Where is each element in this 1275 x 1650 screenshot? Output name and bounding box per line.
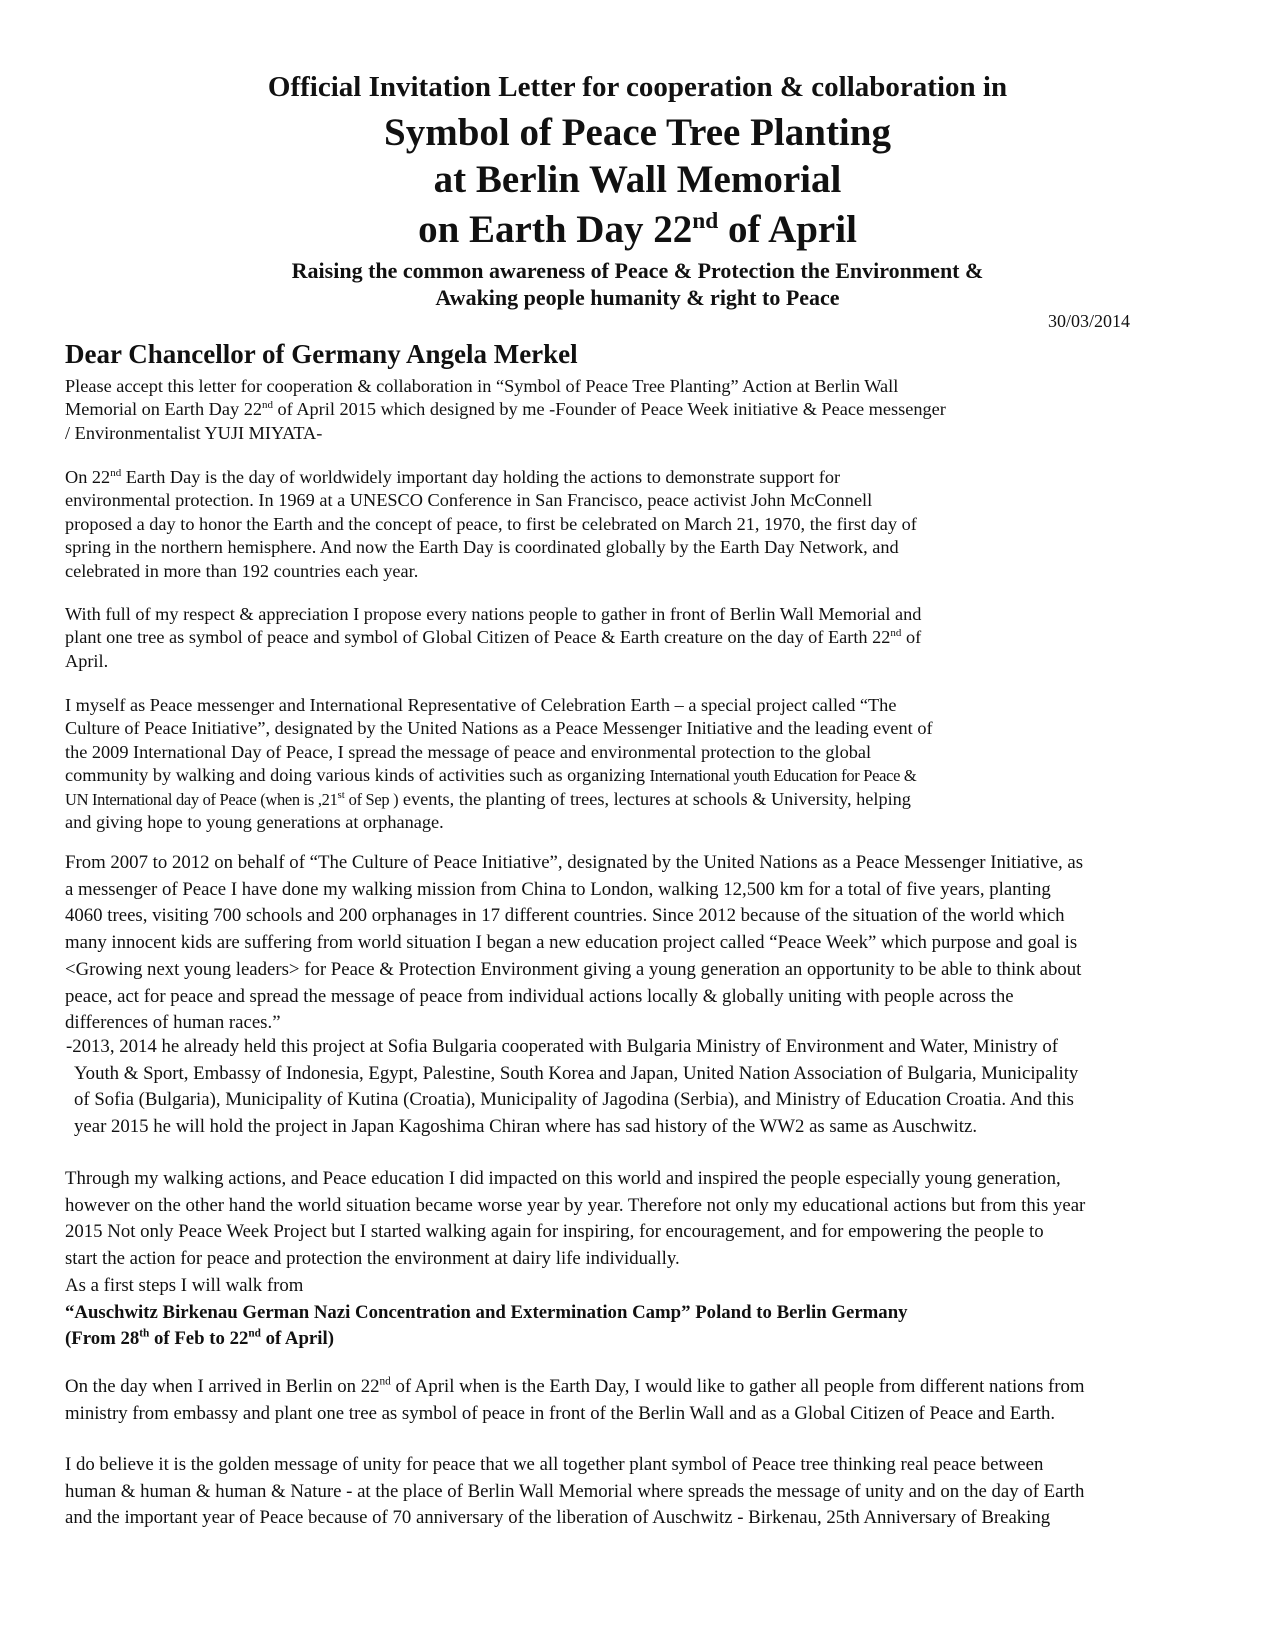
paragraph-4: I myself as Peace messenger and International Representative of Celebration Earth – a special project called “The Culture of Peace Initiative”, designated by the United Nations as a Peace Messenger Initiative and the leading event of the 2009 International Day of Peace, I spread the message of peace and environmental protection to the global community by walking and doing various kinds of activities such as organizing International youth Education for Peace & UN International day of Peace (when is ,21st of Sep ) events, the planting of trees, lectures at schools & University, helping and giving hope to young generations at orphanage. [65, 695, 933, 833]
official-heading: Official Invitation Letter for cooperation & collaboration in [267, 71, 1008, 103]
letter-date: 30/03/2014 [1047, 311, 1130, 331]
paragraph-8: On the day when I arrived in Berlin on 22nd of April when is the Earth Day, I would like to gather all people from different nations from ministry from embassy and plant one tree as symbol of peace in front of the Berlin Wall and as a Global Citizen of Peace and Earth. [65, 1375, 1085, 1424]
paragraph-5: From 2007 to 2012 on behalf of “The Culture of Peace Initiative”, designated by the United Nations as a Peace Messenger Initiative, as a messenger of Peace I have done my walking mission from China to London, walking 12,500 km for a total of five years, planting 4060 trees, visiting 700 schools and 200 orphanages in 17 different countries. Since 2012 because of the situation of the world which many innocent kids are suffering from world situation I began a new education project called “Peace Week” which purpose and goal is <Growing next young leaders> for Peace & Protection Environment giving a young generation an opportunity to be able to think about peace, act for peace and spread the message of peace from individual actions locally & globally uniting with people across the differences of human races.” [65, 852, 1084, 1034]
subtitle-line-2: Awaking people humanity & right to Peace [435, 285, 840, 310]
paragraph-9: I do believe it is the golden message of unity for peace that we all together plant symbol of Peace tree thinking real peace between human & human & human & Nature - at the place of Berlin Wall Memorial where spreads the message of unity and on the day of Earth and the important year of Peace because of 70 anniversary of the liberation of Auschwitz - Birkenau, 25th Anniversary of Breaking [65, 1454, 1085, 1529]
title-line-2: at Berlin Wall Memorial [433, 158, 842, 201]
paragraph-6: -2013, 2014 he already held this project at Sofia Bulgaria cooperated with Bulgaria Ministry of Environment and Water, Ministry of Youth & Sport, Embassy of Indonesia, Egypt, Palestine, South Korea and Japan, United Nation Association of Bulgaria, Municipality of Sofia (Bulgaria), Municipality of Kutina (Croatia), Municipality of Jagodina (Serbia), and Ministry of Education Croatia. And this year 2015 he will hold the project in Japan Kagoshima Chiran where has sad history of the WW2 as same as Auschwitz. [66, 1036, 1079, 1137]
paragraph-7: Through my walking actions, and Peace education I did impacted on this world and inspired the people especially young generation, however on the other hand the world situation became worse year by year. Therefore not only my educational actions but from this year 2015 Not only Peace Week Project but I started walking again for inspiring, for encouragement, and for empowering the people to start the action for peace and protection the environment at dairy life individually. As a first steps I will walk from “Auschwitz Birkenau German Nazi Concentration and Extermination Camp” Poland to Berlin Germany (From 28th of Feb to 22nd of April) [65, 1168, 1086, 1350]
title-line-3: on Earth Day 22nd of April [418, 208, 857, 251]
paragraph-2: On 22nd Earth Day is the day of worldwidely important day holding the actions to demonstrate support for environmental protection. In 1969 at a UNESCO Conference in San Francisco, peace activist John McConnell proposed a day to honor the Earth and the concept of peace, to first be celebrated on March 21, 1970, the first day of spring in the northern hemisphere. And now the Earth Day is coordinated globally by the Earth Day Network, and celebrated in more than 192 countries each year. [65, 466, 917, 581]
paragraph-3: With full of my respect & appreciation I propose every nations people to gather in front of Berlin Wall Memorial and plant one tree as symbol of peace and symbol of Global Citizen of Peace & Earth creature on the day of Earth 22nd of April. [65, 604, 922, 671]
paragraph-1: Please accept this letter for cooperation & collaboration in “Symbol of Peace Tree Planting” Action at Berlin Wall Memorial on Earth Day 22nd of April 2015 which designed by me -Founder of Peace Week initiative & Peace messenger / Environmentalist YUJI MIYATA- [65, 376, 946, 443]
title-line-1: Symbol of Peace Tree Planting [384, 111, 891, 154]
subtitle-line-1: Raising the common awareness of Peace & Protection the Environment & [291, 258, 984, 283]
salutation: Dear Chancellor of Germany Angela Merkel [65, 339, 578, 369]
